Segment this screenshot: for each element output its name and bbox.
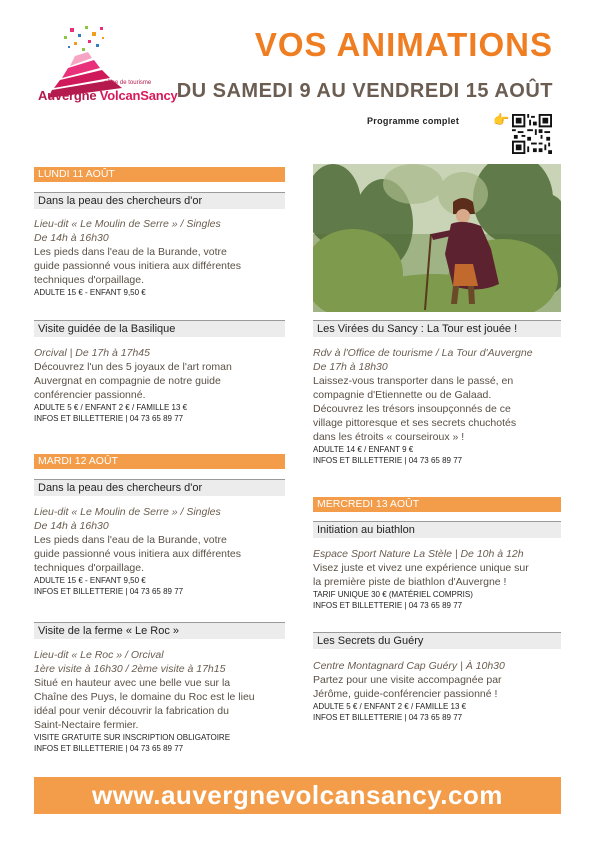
- event-desc: Visez juste et vivez une expérience unique sur: [313, 562, 529, 574]
- tourism-office-logo: [40, 22, 180, 122]
- event-title-gold-panning-2: Dans la peau des chercheurs d'or: [34, 479, 285, 496]
- event-price: ADULTE 14 € / ENFANT 9 €: [313, 445, 414, 454]
- confetti-icon: [64, 26, 104, 51]
- event-desc: techniques d'orpaillage.: [34, 562, 144, 574]
- event-details-gold-panning-1: [34, 217, 285, 298]
- event-desc: Auvergnat en compagnie de notre guide: [34, 375, 221, 387]
- event-desc: Chaîne des Puys, le domaine du Roc est le lieu: [34, 691, 255, 703]
- event-place: Espace Sport Nature La Stèle | De 10h à 12h: [313, 548, 524, 560]
- event-details-biathlon: [313, 547, 561, 611]
- event-time: 1ère visite à 16h30 / 2ème visite à 17h15: [34, 663, 226, 675]
- event-desc: Les pieds dans l'eau de la Burande, votre: [34, 534, 227, 546]
- event-info: INFOS ET BILLETTERIE | 04 73 65 89 77: [313, 456, 463, 465]
- event-desc: Découvrez l'un des 5 joyaux de l'art roman: [34, 361, 232, 373]
- day-header-monday: LUNDI 11 AOÛT: [34, 167, 285, 182]
- page-subtitle: DU SAMEDI 9 AU VENDREDI 15 AOÛT: [176, 80, 553, 102]
- event-details-basilica: [34, 346, 285, 424]
- event-title-biathlon: Initiation au biathlon: [313, 521, 561, 538]
- event-details-gold-panning-2: [34, 505, 285, 597]
- event-title-farm: Visite de la ferme « Le Roc »: [34, 622, 285, 639]
- event-info: INFOS ET BILLETTERIE | 04 73 65 89 77: [313, 713, 463, 722]
- event-desc: Saint-Nectaire fermier.: [34, 719, 139, 731]
- event-desc: idéal pour venir découvrir la fabrication du: [34, 705, 229, 717]
- event-price: ADULTE 15 € - ENFANT 9,50 €: [34, 576, 146, 585]
- event-desc: Les pieds dans l'eau de la Burande, votre: [34, 246, 227, 258]
- event-info: INFOS ET BILLETTERIE | 04 73 65 89 77: [34, 587, 184, 596]
- event-desc: village pittoresque et ses secrets chuchotés: [313, 417, 517, 429]
- event-info: INFOS ET BILLETTERIE | 04 73 65 89 77: [34, 744, 184, 753]
- event-price: TARIF UNIQUE 30 € (MATÉRIEL COMPRIS): [313, 590, 473, 599]
- event-desc: la première piste de biathlon d'Auvergne !: [313, 576, 507, 588]
- pointing-hand-icon: 👉: [493, 112, 510, 127]
- event-place: Centre Montagnard Cap Guéry | À 10h30: [313, 660, 505, 672]
- event-time: De 14h à 16h30: [34, 232, 109, 244]
- event-price: VISITE GRATUITE SUR INSCRIPTION OBLIGATOIRE: [34, 733, 231, 742]
- event-place: Lieu-dit « Le Moulin de Serre » / Singles: [34, 506, 221, 518]
- event-title-basilica: Visite guidée de la Basilique: [34, 320, 285, 337]
- event-place: Orcival | De 17h à 17h45: [34, 347, 150, 359]
- full-program-link[interactable]: Programme complet: [367, 116, 460, 126]
- event-desc: guide passionné vous initiera aux différentes: [34, 260, 242, 272]
- event-desc: Partez pour une visite accompagnée par: [313, 674, 502, 686]
- event-desc: compagnie d'Etiennette ou de Galaad.: [313, 389, 492, 401]
- event-price: ADULTE 5 € / ENFANT 2 € / FAMILLE 13 €: [34, 403, 188, 412]
- event-title-guery: Les Secrets du Guéry: [313, 632, 561, 649]
- event-price: ADULTE 15 € - ENFANT 9,50 €: [34, 288, 146, 297]
- day-header-wednesday: MERCREDI 13 AOÛT: [313, 497, 561, 512]
- page-title: VOS ANIMATIONS: [254, 26, 553, 63]
- event-desc: Découvrez les trésors insoupçonnés de ce: [313, 403, 511, 415]
- event-price: ADULTE 5 € / ENFANT 2 € / FAMILLE 13 €: [313, 702, 467, 711]
- event-photo: [313, 164, 561, 312]
- event-desc: Situé en hauteur avec une belle vue sur la: [34, 677, 231, 689]
- event-details-guery: [313, 659, 561, 723]
- event-desc: Jérôme, guide-conférencier passionné !: [313, 688, 498, 700]
- event-time: De 17h à 18h30: [313, 361, 388, 373]
- event-title-tour: Les Virées du Sancy : La Tour est jouée !: [313, 320, 561, 337]
- website-link[interactable]: www.auvergnevolcansancy.com: [92, 780, 503, 810]
- event-desc: Laissez-vous transporter dans le passé, en: [313, 375, 514, 387]
- logo-name-part2: VolcanSancy: [99, 88, 178, 103]
- day-header-tuesday: MARDI 12 AOÛT: [34, 454, 285, 469]
- event-time: De 14h à 16h30: [34, 520, 109, 532]
- logo-name-part1: Auvergne: [38, 88, 100, 103]
- event-desc: dans les étroits « courseiroux » !: [313, 431, 465, 443]
- event-details-farm: [34, 648, 285, 754]
- logo-name: [38, 88, 178, 103]
- event-desc: conférencier passionné.: [34, 389, 146, 401]
- event-details-tour: [313, 346, 561, 466]
- event-desc: techniques d'orpaillage.: [34, 274, 144, 286]
- event-desc: guide passionné vous initiera aux différentes: [34, 548, 242, 560]
- logo-subtitle: office de tourisme: [104, 80, 152, 86]
- footer-banner: [34, 777, 561, 814]
- event-info: INFOS ET BILLETTERIE | 04 73 65 89 77: [313, 601, 463, 610]
- event-place: Lieu-dit « Le Roc » / Orcival: [34, 649, 164, 661]
- event-title-gold-panning-1: Dans la peau des chercheurs d'or: [34, 192, 285, 209]
- event-place: Lieu-dit « Le Moulin de Serre » / Singles: [34, 218, 221, 230]
- event-place: Rdv à l'Office de tourisme / La Tour d'Auvergne: [313, 347, 533, 359]
- qr-code-icon[interactable]: [512, 114, 552, 154]
- event-info: INFOS ET BILLETTERIE | 04 73 65 89 77: [34, 414, 184, 423]
